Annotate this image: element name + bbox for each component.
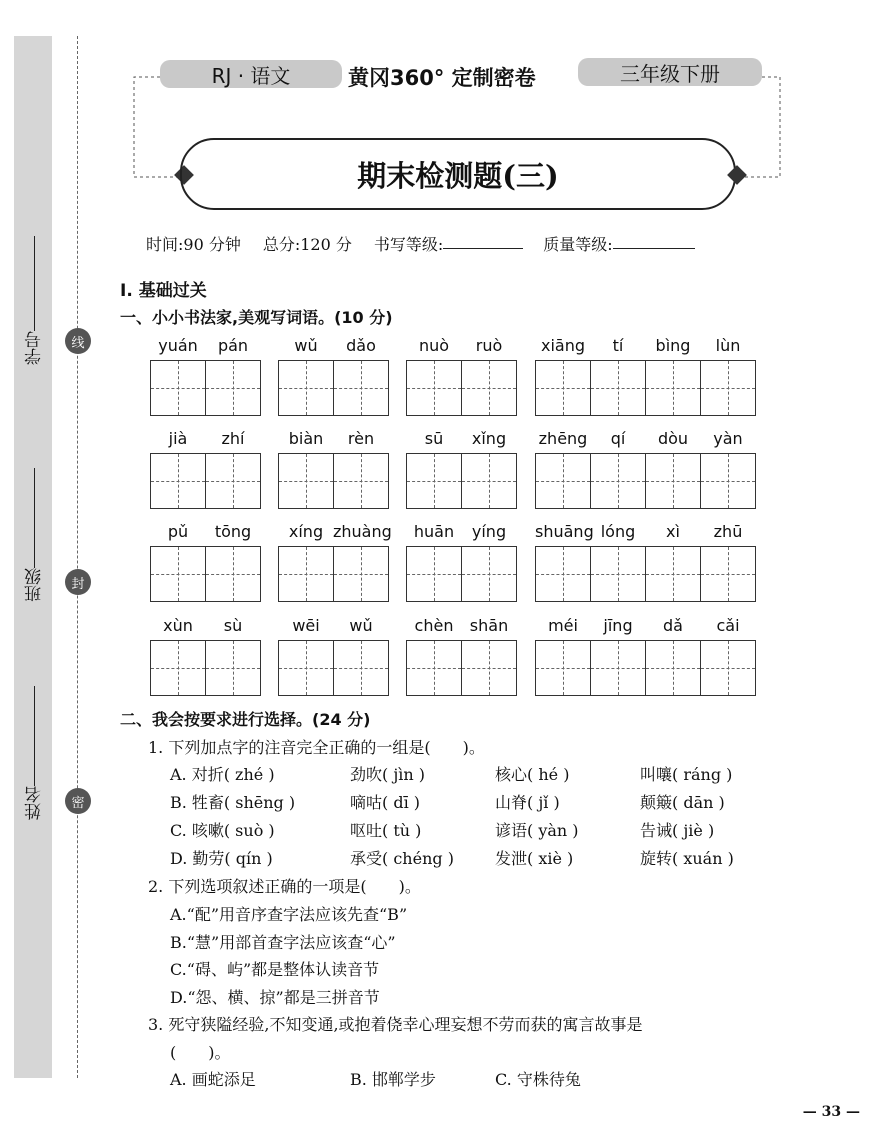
page-number: — 33 — (802, 1104, 860, 1120)
pinyin-label: cǎi (716, 616, 740, 635)
writing-cell[interactable] (700, 360, 756, 416)
q2-2-option-b[interactable]: B.“慧”用部首查字法应该查“心” (170, 933, 396, 952)
writing-cell[interactable] (535, 546, 591, 602)
pinyin-label: shān (469, 616, 509, 635)
q2-1-option-word: 发泄( xiè ) (495, 849, 574, 868)
writing-cell[interactable] (406, 640, 462, 696)
q2-1-option-word: 呕吐( tù ) (350, 821, 422, 840)
question-1-title: 一、小小书法家,美观写词语。(10 分) (120, 308, 393, 327)
pinyin-label: pán (217, 336, 249, 355)
writing-cell[interactable] (461, 546, 517, 602)
writing-cell[interactable] (590, 546, 646, 602)
writing-cell[interactable] (535, 360, 591, 416)
cut-line (77, 36, 78, 1078)
pinyin-label: xiāng (540, 336, 585, 355)
writing-cell[interactable] (278, 640, 334, 696)
writing-cell[interactable] (150, 640, 206, 696)
pinyin-label: lóng (600, 522, 636, 541)
writing-cell[interactable] (333, 640, 389, 696)
q2-3-option-b[interactable]: B. 邯郸学步 (350, 1070, 436, 1089)
q2-1-option-word: 叫嚷( ráng ) (640, 765, 733, 784)
word-grid[interactable] (535, 360, 756, 416)
writing-cell[interactable] (461, 453, 517, 509)
pinyin-label: qí (610, 429, 626, 448)
word-grid[interactable] (406, 360, 517, 416)
writing-cell[interactable] (645, 546, 701, 602)
pinyin-label: jià (168, 429, 188, 448)
q2-1-option-word: 核心( hé ) (495, 765, 570, 784)
q2-3-option-c[interactable]: C. 守株待兔 (495, 1070, 581, 1089)
writing-cell[interactable] (333, 453, 389, 509)
word-grid[interactable] (406, 453, 517, 509)
pinyin-label: ruò (475, 336, 503, 355)
pinyin-label: xùn (163, 616, 193, 635)
pinyin-label: wēi (292, 616, 320, 635)
time-info: 时间:90 分钟 (146, 235, 241, 254)
word-grid[interactable] (150, 360, 261, 416)
writing-cell[interactable] (645, 360, 701, 416)
q2-1-option-word: 告诫( jiè ) (640, 821, 715, 840)
word-grid[interactable] (535, 640, 756, 696)
pinyin-label: huān (413, 522, 455, 541)
pinyin-label: pǔ (167, 522, 189, 541)
pinyin-label: xǐng (471, 429, 507, 448)
writing-cell[interactable] (150, 453, 206, 509)
class-line (34, 468, 35, 568)
q2-1-option-label[interactable]: C. 咳嗽( suò ) (170, 821, 275, 840)
writing-cell[interactable] (535, 640, 591, 696)
writing-cell[interactable] (406, 546, 462, 602)
seal-circle-line: 线 (65, 328, 91, 354)
writing-cell[interactable] (700, 453, 756, 509)
pinyin-label: wǔ (349, 616, 373, 635)
writing-cell[interactable] (205, 546, 261, 602)
seal-circle-seal: 封 (65, 569, 91, 595)
pinyin-label: dǎ (663, 616, 683, 635)
writing-cell[interactable] (590, 640, 646, 696)
q2-1-stem: 1. 下列加点字的注音完全正确的一组是( )。 (148, 738, 485, 757)
pinyin-label: wǔ (294, 336, 318, 355)
writing-cell[interactable] (461, 360, 517, 416)
score-info: 总分:120 分 (262, 235, 352, 254)
word-grid[interactable] (535, 453, 756, 509)
word-grid[interactable] (278, 453, 389, 509)
pinyin-label: yíng (471, 522, 507, 541)
pinyin-label: sù (223, 616, 243, 635)
writing-cell[interactable] (590, 453, 646, 509)
question-2-title: 二、我会按要求进行选择。(24 分) (120, 710, 371, 729)
pinyin-label: xì (666, 522, 680, 541)
writing-cell[interactable] (645, 640, 701, 696)
seal-circle-secret: 密 (65, 788, 91, 814)
word-grid[interactable] (150, 453, 261, 509)
writing-cell[interactable] (406, 453, 462, 509)
name-field[interactable] (18, 686, 50, 846)
q2-1-option-word: 谚语( yàn ) (495, 821, 579, 840)
writing-cell[interactable] (461, 640, 517, 696)
writing-cell[interactable] (150, 546, 206, 602)
writing-cell[interactable] (700, 640, 756, 696)
q2-1-option-label[interactable]: D. 勤劳( qín ) (170, 849, 273, 868)
word-grid[interactable] (406, 546, 517, 602)
pinyin-label: dòu (657, 429, 689, 448)
pinyin-label: zhuàng (333, 522, 392, 541)
writing-cell[interactable] (333, 360, 389, 416)
pinyin-label: yuán (158, 336, 198, 355)
name-label: 姓名 (24, 786, 45, 820)
q2-1-option-word: 颠簸( dān ) (640, 793, 725, 812)
writing-cell[interactable] (205, 640, 261, 696)
writing-grade-input[interactable] (443, 232, 523, 249)
writing-cell[interactable] (590, 360, 646, 416)
writing-cell[interactable] (645, 453, 701, 509)
pinyin-label: biàn (288, 429, 324, 448)
subject-badge: RJ · 语文 (160, 60, 342, 88)
q2-3-stem: 3. 死守狭隘经验,不知变通,或抱着侥幸心理妄想不劳而获的寓言故事是 (148, 1015, 643, 1034)
writing-cell[interactable] (278, 546, 334, 602)
q2-3-option-a[interactable]: A. 画蛇添足 (170, 1070, 256, 1089)
q2-1-option-word: 旋转( xuán ) (640, 849, 734, 868)
word-grid[interactable] (535, 546, 756, 602)
q2-3-answer-blank[interactable]: ( )。 (170, 1043, 231, 1062)
pinyin-label: tōng (214, 522, 252, 541)
writing-cell[interactable] (205, 360, 261, 416)
pinyin-label: nuò (418, 336, 450, 355)
section-heading: Ⅰ. 基础过关 (120, 281, 207, 301)
writing-cell[interactable] (333, 546, 389, 602)
pinyin-label: bìng (655, 336, 691, 355)
class-label: 班级 (24, 568, 45, 602)
writing-cell[interactable] (205, 453, 261, 509)
pinyin-label: yàn (713, 429, 743, 448)
grade-badge: 三年级下册 (578, 58, 762, 86)
q2-1-option-word: 承受( chéng ) (350, 849, 454, 868)
student-id-label: 学号 (24, 331, 45, 365)
q2-1-option-word: 嘀咕( dī ) (350, 793, 421, 812)
q2-1-option-word: 山脊( jǐ ) (495, 793, 560, 812)
word-grid[interactable] (278, 546, 389, 602)
pinyin-label: lùn (715, 336, 741, 355)
student-id-field[interactable] (18, 236, 50, 386)
q2-1-option-label[interactable]: B. 牲畜( shēng ) (170, 793, 296, 812)
pinyin-label: xíng (288, 522, 324, 541)
pinyin-label: tí (612, 336, 624, 355)
pinyin-label: shuāng (535, 522, 594, 541)
word-grid[interactable] (150, 640, 261, 696)
page-title: 期末检测题(三) (180, 138, 736, 210)
pinyin-label: jīng (603, 616, 633, 635)
writing-cell[interactable] (535, 453, 591, 509)
pinyin-label: zhí (221, 429, 245, 448)
word-grid[interactable] (150, 546, 261, 602)
exam-info (146, 232, 695, 255)
student-id-line (34, 236, 35, 331)
brand-label: 黄冈360° 定制密卷 (348, 66, 536, 90)
writing-grade-label: 书写等级: (373, 235, 444, 254)
q2-1-option-label[interactable]: A. 对折( zhé ) (170, 765, 275, 784)
pinyin-label: dǎo (346, 336, 376, 355)
pinyin-label: zhū (713, 522, 743, 541)
q2-1-option-word: 劲吹( jìn ) (350, 765, 426, 784)
name-line (34, 686, 35, 786)
word-grid[interactable] (278, 360, 389, 416)
quality-grade-label: 质量等级: (543, 235, 613, 254)
pinyin-label: chèn (414, 616, 454, 635)
word-grid[interactable] (406, 640, 517, 696)
pinyin-label: zhēng (538, 429, 588, 448)
writing-cell[interactable] (278, 453, 334, 509)
word-grid[interactable] (278, 640, 389, 696)
quality-grade-input[interactable] (613, 232, 695, 249)
writing-cell[interactable] (700, 546, 756, 602)
q2-2-stem: 2. 下列选项叙述正确的一项是( )。 (148, 877, 421, 896)
q2-2-option-c[interactable]: C.“碍、屿”都是整体认读音节 (170, 960, 380, 979)
pinyin-label: sū (424, 429, 444, 448)
writing-cell[interactable] (150, 360, 206, 416)
writing-cell[interactable] (278, 360, 334, 416)
class-field[interactable] (18, 468, 50, 628)
pinyin-label: méi (548, 616, 578, 635)
pinyin-label: rèn (347, 429, 375, 448)
writing-cell[interactable] (406, 360, 462, 416)
q2-2-option-d[interactable]: D.“怨、横、掠”都是三拼音节 (170, 988, 380, 1007)
q2-2-option-a[interactable]: A.“配”用音序查字法应该先查“B” (170, 905, 408, 924)
